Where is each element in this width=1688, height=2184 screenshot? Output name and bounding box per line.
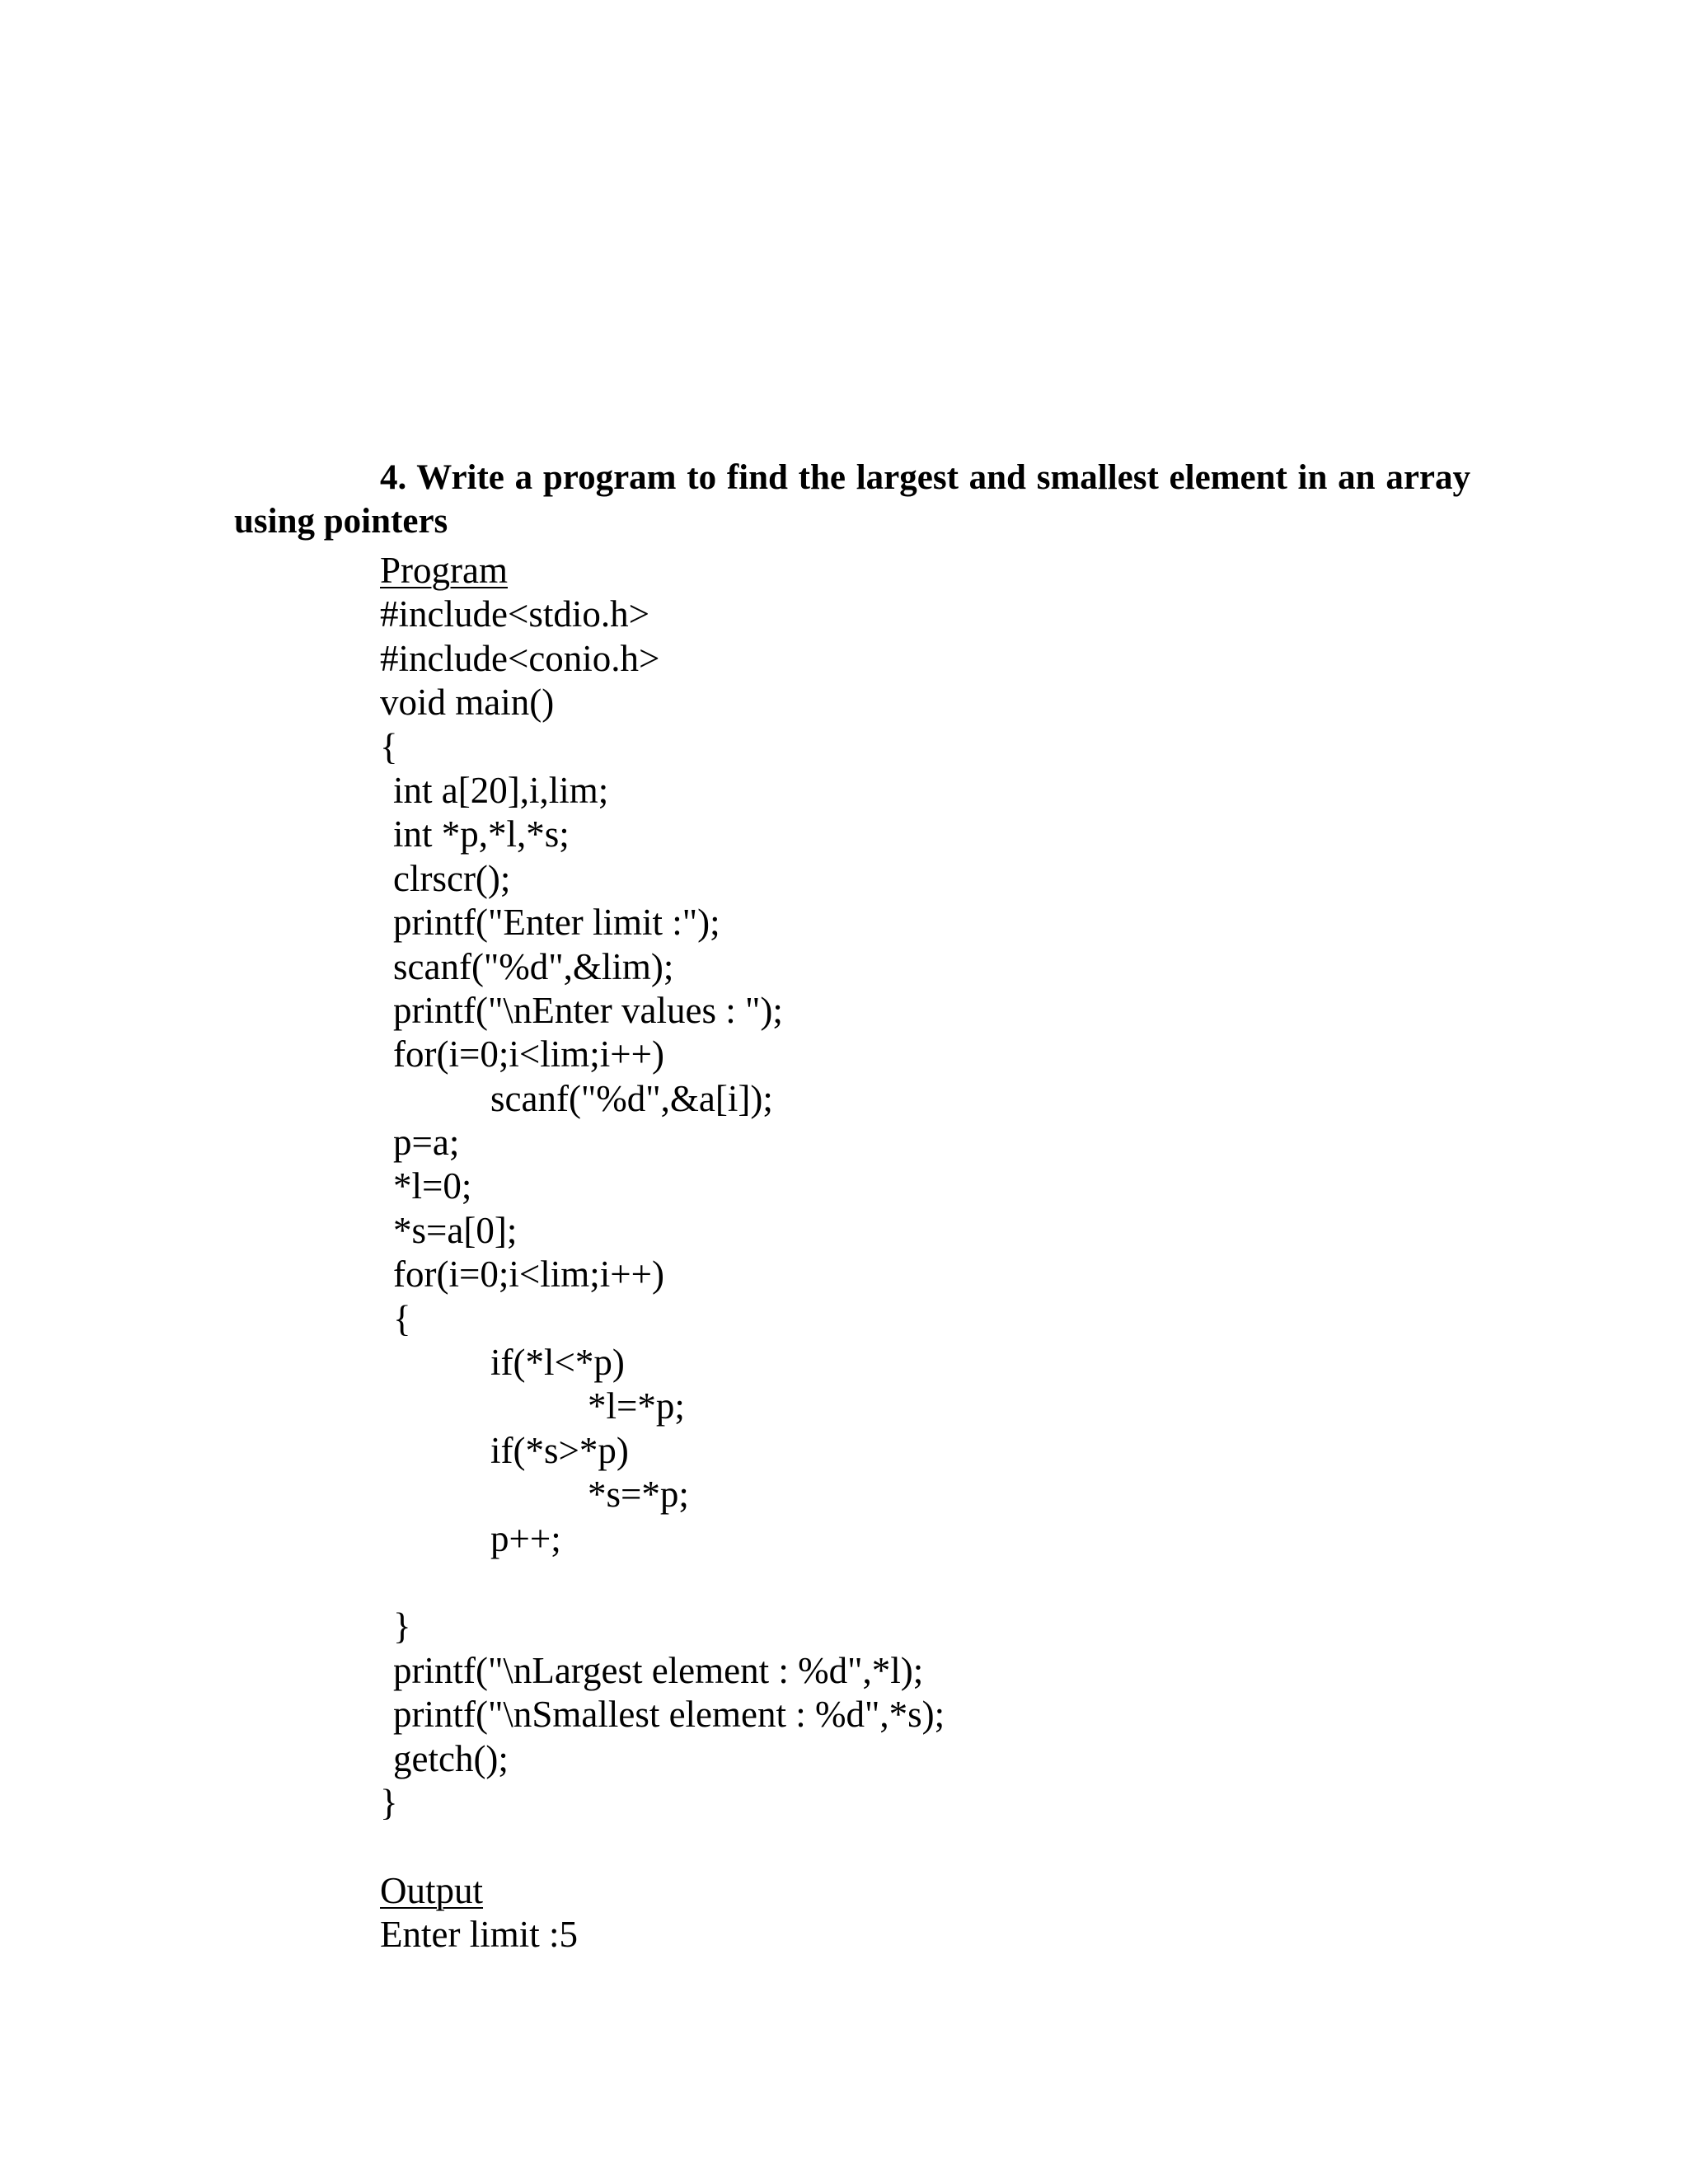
code-line: scanf("%d",&a[i]);: [490, 1077, 773, 1119]
code-line: {: [380, 725, 398, 767]
code-line: for(i=0;i<lim;i++): [393, 1254, 664, 1296]
code-line: printf("\nSmallest element : %d",*s);: [393, 1694, 945, 1736]
code-line: *l=0;: [393, 1165, 472, 1207]
blank-line: [380, 1561, 945, 1605]
code-line: void main(): [380, 682, 555, 724]
code-line: p=a;: [393, 1122, 460, 1164]
output-label: Output: [380, 1869, 484, 1911]
code-line: #include<conio.h>: [380, 637, 660, 679]
program-label: Program: [380, 550, 508, 591]
code-line: if(*s>*p): [490, 1429, 629, 1471]
code-line: printf("\nLargest element : %d",*l);: [393, 1649, 924, 1691]
code-line: clrscr();: [393, 857, 511, 899]
code-line: *s=a[0];: [393, 1209, 518, 1251]
code-line: {: [393, 1297, 411, 1339]
question-heading: 4. Write a program to find the largest and smallest element in an array using pointers: [234, 458, 1470, 541]
program-listing: [380, 549, 945, 1957]
code-line: *l=*p;: [588, 1385, 685, 1427]
code-line: #include<stdio.h>: [380, 593, 649, 635]
code-line: }: [393, 1605, 411, 1647]
code-line: *s=*p;: [588, 1474, 689, 1516]
code-line: getch();: [393, 1737, 509, 1779]
code-line: for(i=0;i<lim;i++): [393, 1033, 664, 1076]
code-line: printf("Enter limit :");: [393, 902, 720, 944]
code-line: }: [380, 1781, 398, 1823]
code-line: int *p,*l,*s;: [393, 813, 570, 855]
code-line: if(*l<*p): [490, 1342, 625, 1384]
code-line: p++;: [490, 1517, 561, 1559]
blank-line: [380, 1825, 945, 1868]
code-line: int a[20],i,lim;: [393, 769, 609, 811]
output-line: Enter limit :5: [380, 1914, 578, 1956]
code-line: printf("\nEnter values : ");: [393, 989, 783, 1031]
code-line: scanf("%d",&lim);: [393, 945, 674, 987]
